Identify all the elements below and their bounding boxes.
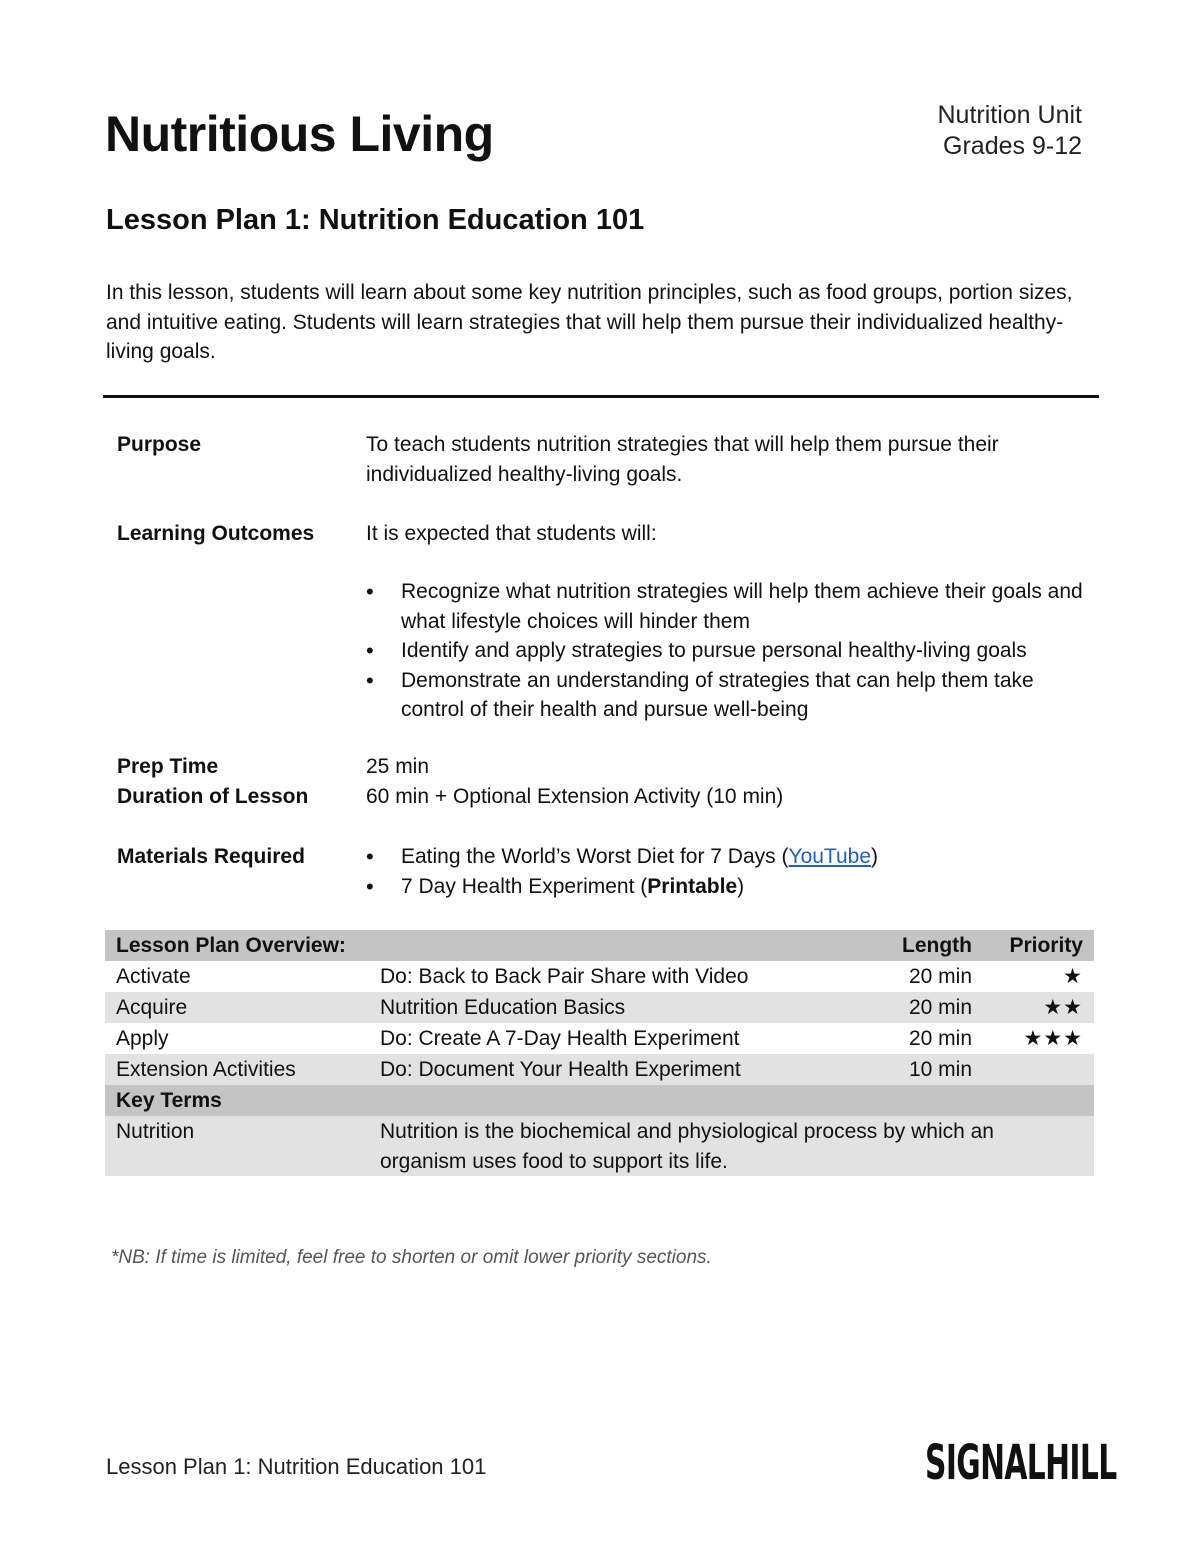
activity-cell: Do: Create A 7-Day Health Experiment <box>380 1027 740 1050</box>
priority-stars: ★★★ <box>1023 1027 1083 1050</box>
table-row <box>105 1023 1094 1054</box>
section-divider <box>103 395 1099 398</box>
length-cell: 20 min <box>908 996 972 1019</box>
list-item: • Identify and apply strategies to pursue personal healthy-living goals <box>366 636 1096 666</box>
phase-cell: Activate <box>116 965 191 988</box>
lesson-intro: In this lesson, students will learn about some key nutrition principles, such as food groups, portion sizes, and intuitive eating. Students will learn strategies that will help them pursue their individualized healthy-living goals. <box>106 281 1073 363</box>
overview-header: Lesson Plan Overview: <box>116 934 346 957</box>
duration-value: 60 min + Optional Extension Activity (10 min) <box>366 785 784 808</box>
priority-note: *NB: If time is limited, feel free to shorten or omit lower priority sections. <box>111 1247 712 1268</box>
signalhill-logo: SIGNALHILL <box>925 1435 1117 1491</box>
prep-time-label: Prep Time <box>117 755 219 778</box>
prep-time-value: 25 min <box>366 755 430 778</box>
materials-list <box>366 842 1096 901</box>
duration-label: Duration of Lesson <box>117 785 309 808</box>
length-cell: 20 min <box>908 965 972 988</box>
priority-stars: ★★ <box>1043 996 1083 1019</box>
table-row <box>105 961 1094 992</box>
materials-label: Materials Required <box>117 845 305 868</box>
priority-header: Priority <box>1009 934 1083 957</box>
definition-cell: Nutrition is the biochemical and physiological process by which an organism uses food to support its life. <box>380 1120 994 1173</box>
printable-label: Printable <box>647 874 738 898</box>
purpose-label: Purpose <box>117 433 202 456</box>
phase-cell: Extension Activities <box>116 1058 296 1081</box>
activity-cell: Nutrition Education Basics <box>380 996 626 1019</box>
length-cell: 10 min <box>908 1058 972 1081</box>
activity-cell: Do: Back to Back Pair Share with Video <box>380 965 749 988</box>
youtube-link[interactable]: YouTube <box>788 845 872 868</box>
footer-text: Lesson Plan 1: Nutrition Education 101 <box>106 1454 487 1479</box>
length-header: Length <box>902 934 972 957</box>
purpose-text: To teach students nutrition strategies that will help them pursue their individualized healthy-living goals. <box>366 433 999 486</box>
table-row <box>105 992 1094 1023</box>
list-item: • Recognize what nutrition strategies will help them achieve their goals and what lifestyle choices will hinder them <box>366 577 1096 636</box>
outcomes-intro: It is expected that students will: <box>366 522 657 545</box>
key-terms-header-row <box>105 1085 1094 1116</box>
material-text: Eating the World’s Worst Diet for 7 Days ( <box>401 845 789 868</box>
table-header-row <box>105 930 1094 961</box>
outcomes-list <box>366 577 1096 725</box>
phase-cell: Acquire <box>116 996 188 1019</box>
document-title: Nutritious Living <box>105 106 494 162</box>
table-row <box>105 1116 1094 1176</box>
key-terms-header: Key Terms <box>116 1089 222 1112</box>
unit-name: Nutrition Unit <box>937 101 1082 129</box>
length-cell: 20 min <box>908 1027 972 1050</box>
unit-info <box>938 100 1083 162</box>
list-item: • Eating the World’s Worst Diet for 7 Days (YouTube) <box>366 842 1096 872</box>
grade-range: Grades 9-12 <box>943 132 1082 160</box>
priority-stars: ★ <box>1063 965 1083 988</box>
list-item: • Demonstrate an understanding of strategies that can help them take control of their health and pursue well-being <box>366 666 1096 725</box>
lesson-title: Lesson Plan 1: Nutrition Education 101 <box>106 204 645 236</box>
list-item: • 7 Day Health Experiment (Printable) <box>366 872 1096 902</box>
outcomes-label: Learning Outcomes <box>117 522 315 545</box>
lesson-overview-table <box>105 930 1094 1176</box>
activity-cell: Do: Document Your Health Experiment <box>380 1058 741 1081</box>
phase-cell: Apply <box>116 1027 169 1050</box>
table-row <box>105 1054 1094 1085</box>
material-text: 7 Day Health Experiment ( <box>401 874 648 898</box>
term-cell: Nutrition <box>116 1120 195 1143</box>
